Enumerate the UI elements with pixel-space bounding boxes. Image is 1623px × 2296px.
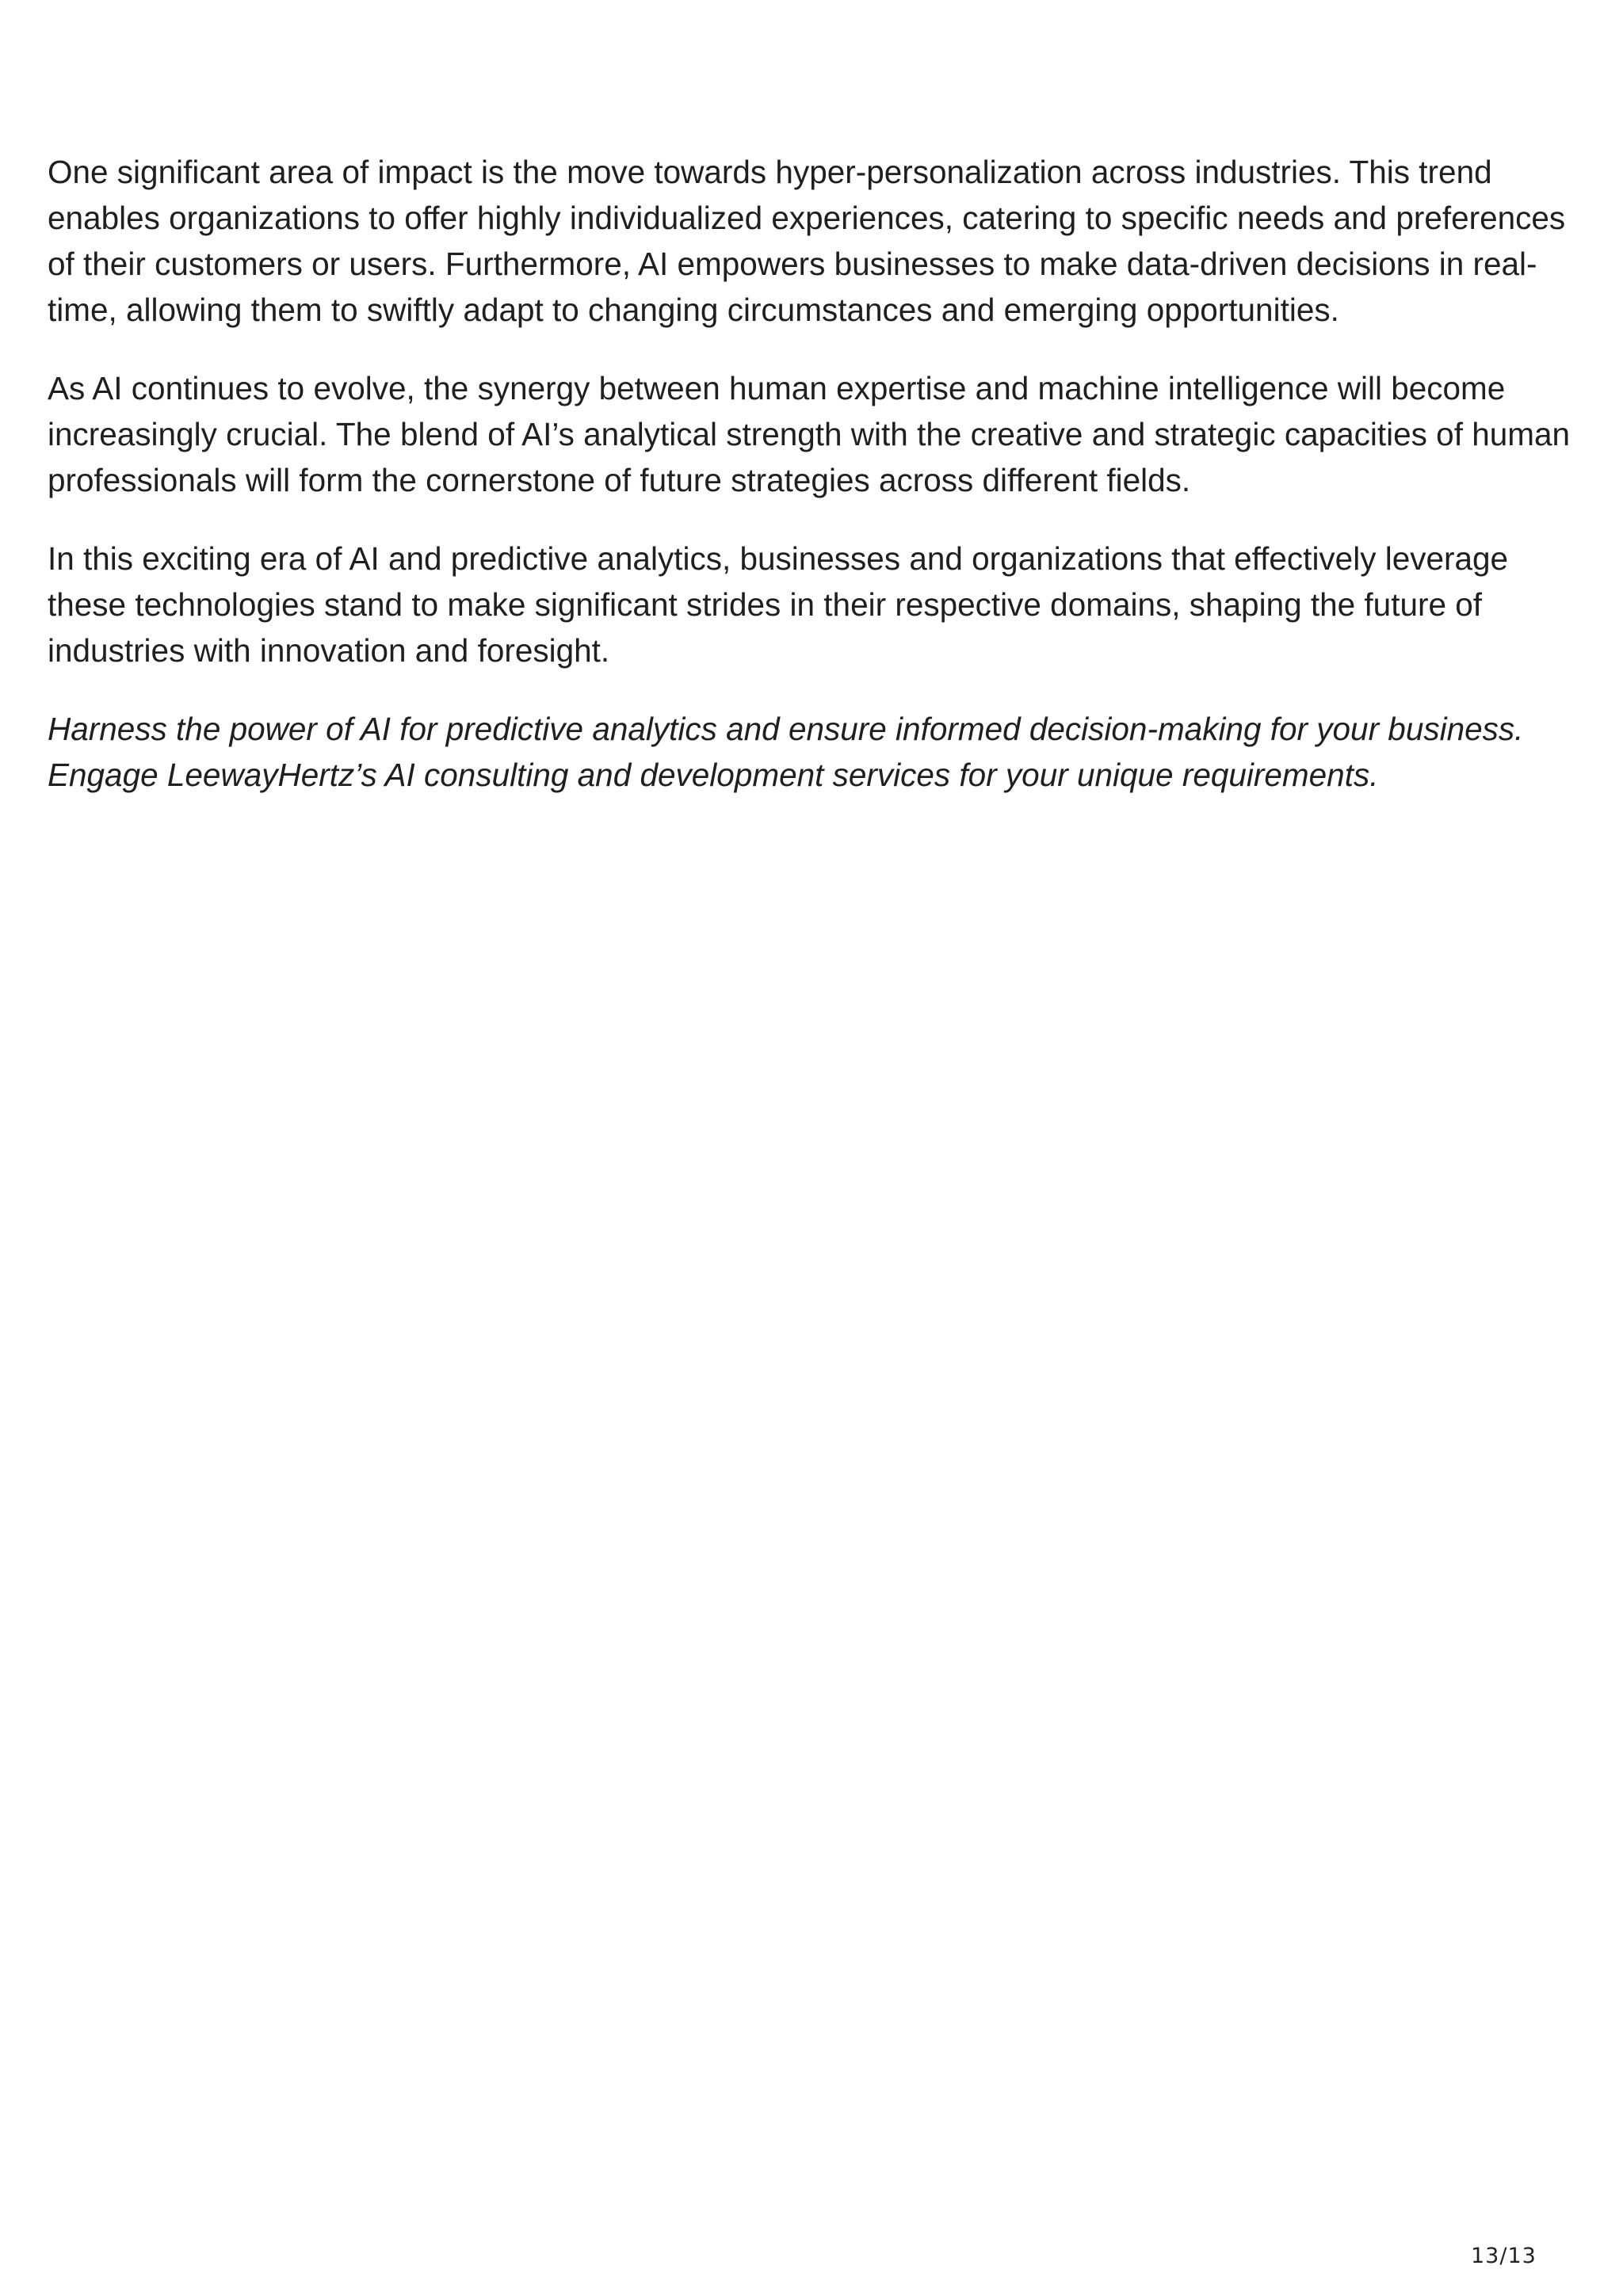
paragraph-human-ai-synergy: As AI continues to evolve, the synergy between human expertise and machine intelligence will become increasingly crucial. The blend of AI’s analytical strength with the creative and strategic capacities of human professionals will form the cornerstone of future strategies across different fields.	[48, 370, 1571, 498]
paragraph-predictive-analytics-era: In this exciting era of AI and predictive analytics, businesses and organizations that effectively leverage these technologies stand to make significant strides in their respective domains, shaping the future of industries with innovation and foresight.	[48, 540, 1509, 669]
article-body	[48, 149, 1593, 830]
paragraph-hyper-personalization: One significant area of impact is the move towards hyper-personalization across industries. This trend enables organizations to offer highly individualized experiences, catering to specific needs and preferences of their customers or users. Furthermore, AI empowers businesses to make data-driven decisions in real-time, allowing them to swiftly adapt to changing circumstances and emerging opportunities.	[48, 154, 1566, 328]
page-number: 13/13	[1471, 2244, 1537, 2268]
paragraph-call-to-action: Harness the power of AI for predictive analytics and ensure informed decision-making for your business. Engage LeewayHertz’s AI consulting and development services for your unique requirements.	[48, 711, 1524, 793]
